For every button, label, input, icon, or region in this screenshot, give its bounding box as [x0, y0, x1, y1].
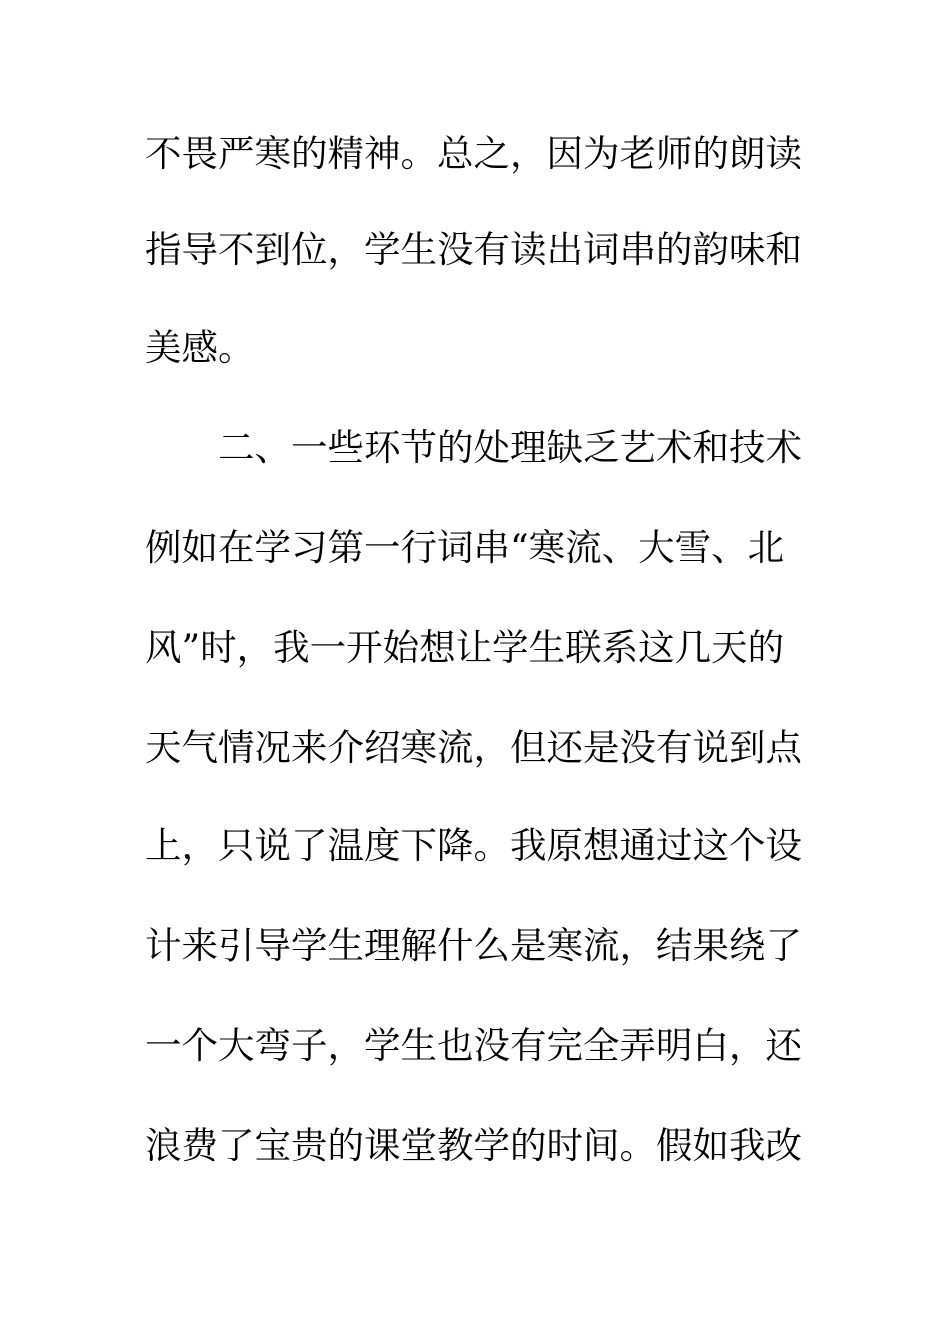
text-line: 指导不到位，学生没有读出词串的韵味和 [145, 228, 802, 271]
text-line: 例如在学习第一行词串“寒流、大雪、北 [145, 526, 785, 569]
text-line: 天气情况来介绍寒流，但还是没有说到点 [145, 726, 802, 769]
text-line: 风”时，我一开始想让学生联系这几天的 [145, 626, 785, 669]
text-line: 浪费了宝贵的课堂教学的时间。假如我改 [145, 1124, 802, 1167]
text-line: 上，只说了温度下降。我原想通过这个设 [145, 824, 802, 867]
text-line: 不畏严寒的精神。总之，因为老师的朗读 [145, 132, 802, 175]
text-line: 一个大弯子，学生也没有完全弄明白，还 [145, 1024, 802, 1067]
text-line: 美感。 [145, 326, 255, 369]
section-heading: 二、一些环节的处理缺乏艺术和技术 [218, 426, 802, 469]
text-line: 计来引导学生理解什么是寒流，结果绕了 [145, 924, 802, 967]
